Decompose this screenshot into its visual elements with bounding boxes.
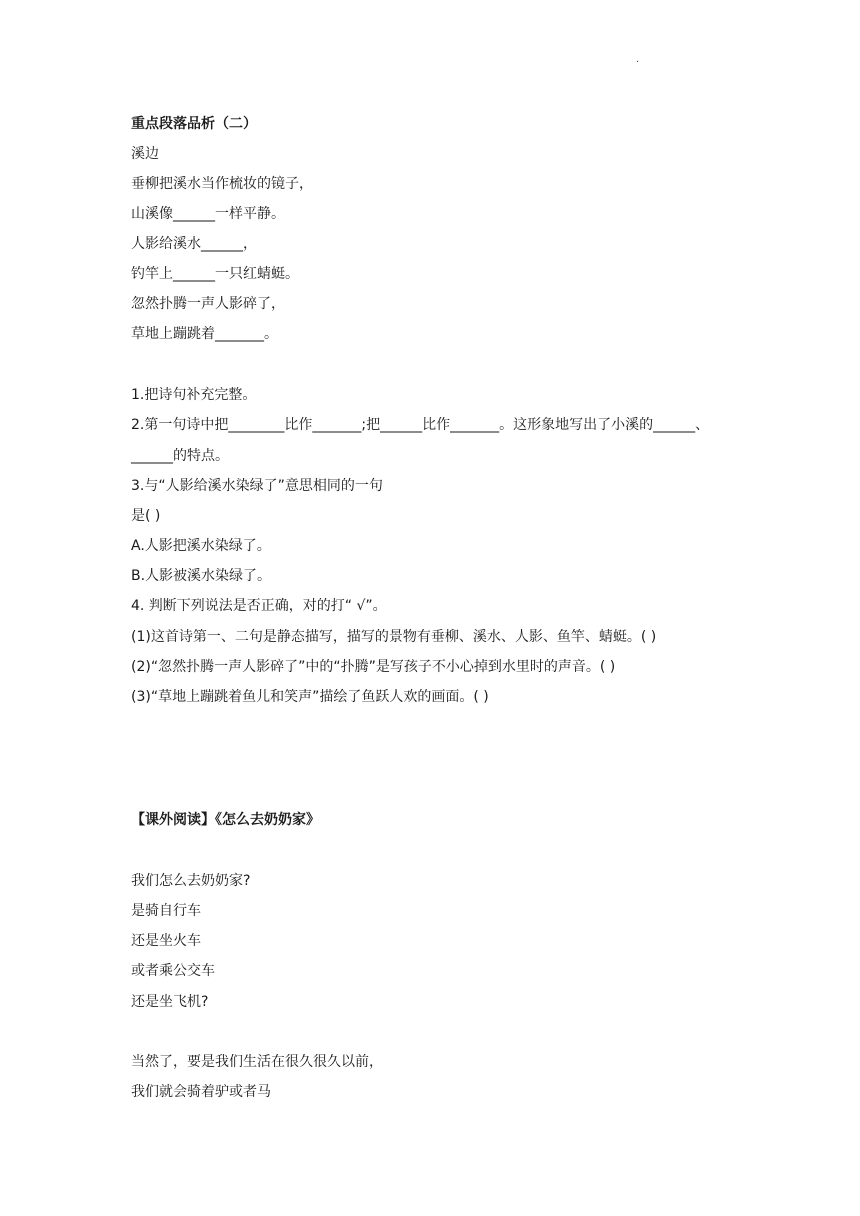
- page-dot: .: [636, 54, 640, 65]
- option-b: B.人影被溪水染绿了。: [131, 568, 272, 584]
- question-3-answer: 是( ): [131, 508, 161, 524]
- reading-line: 或者乘公交车: [131, 963, 215, 979]
- poem-line: 忽然扑腾一声人影碎了，: [131, 296, 285, 312]
- poem-title: 溪边: [131, 146, 159, 162]
- reading-line: 还是坐火车: [131, 933, 201, 949]
- poem-line: 钓竿上______一只红蜻蜓。: [131, 266, 299, 282]
- reading-line: 当然了，要是我们生活在很久很久以前，: [131, 1054, 383, 1070]
- statement-2: (2)“忽然扑腾一声人影碎了”中的“扑腾”是写孩子不小心掉到水里时的声音。( ): [131, 659, 616, 675]
- option-a: A.人影把溪水染绿了。: [131, 538, 271, 554]
- poem-line: 人影给溪水______，: [131, 236, 257, 252]
- question-3: 3.与“人影给溪水染绿了”意思相同的一句: [131, 478, 383, 494]
- statement-3: (3)“草地上蹦跳着鱼儿和笑声”描绘了鱼跃人欢的画面。( ): [131, 689, 489, 705]
- question-2: 2.第一句诗中把________比作_______;把______比作_______。这形象地写出了小溪的______、: [131, 417, 710, 433]
- poem-line: 山溪像______一样平静。: [131, 206, 285, 222]
- section-title: 重点段落品析（二）: [131, 116, 257, 132]
- poem-line: 草地上蹦跳着_______。: [131, 326, 278, 342]
- poem-line: 垂柳把溪水当作梳妆的镜子，: [131, 176, 313, 192]
- reading-line: 还是坐飞机?: [131, 994, 209, 1010]
- question-2-continued: ______的特点。: [131, 448, 229, 464]
- reading-line: 我们就会骑着驴或者马: [131, 1084, 271, 1100]
- reading-title: 【课外阅读】《怎么去奶奶家》: [131, 812, 320, 828]
- question-1: 1.把诗句补充完整。: [131, 387, 257, 403]
- statement-1: (1)这首诗第一、二句是静态描写，描写的景物有垂柳、溪水、人影、鱼竿、蜻蜓。( ): [131, 629, 657, 645]
- question-4: 4. 判断下列说法是否正确，对的打“ √”。: [131, 598, 387, 614]
- reading-line: 是骑自行车: [131, 903, 201, 919]
- reading-line: 我们怎么去奶奶家?: [131, 873, 251, 889]
